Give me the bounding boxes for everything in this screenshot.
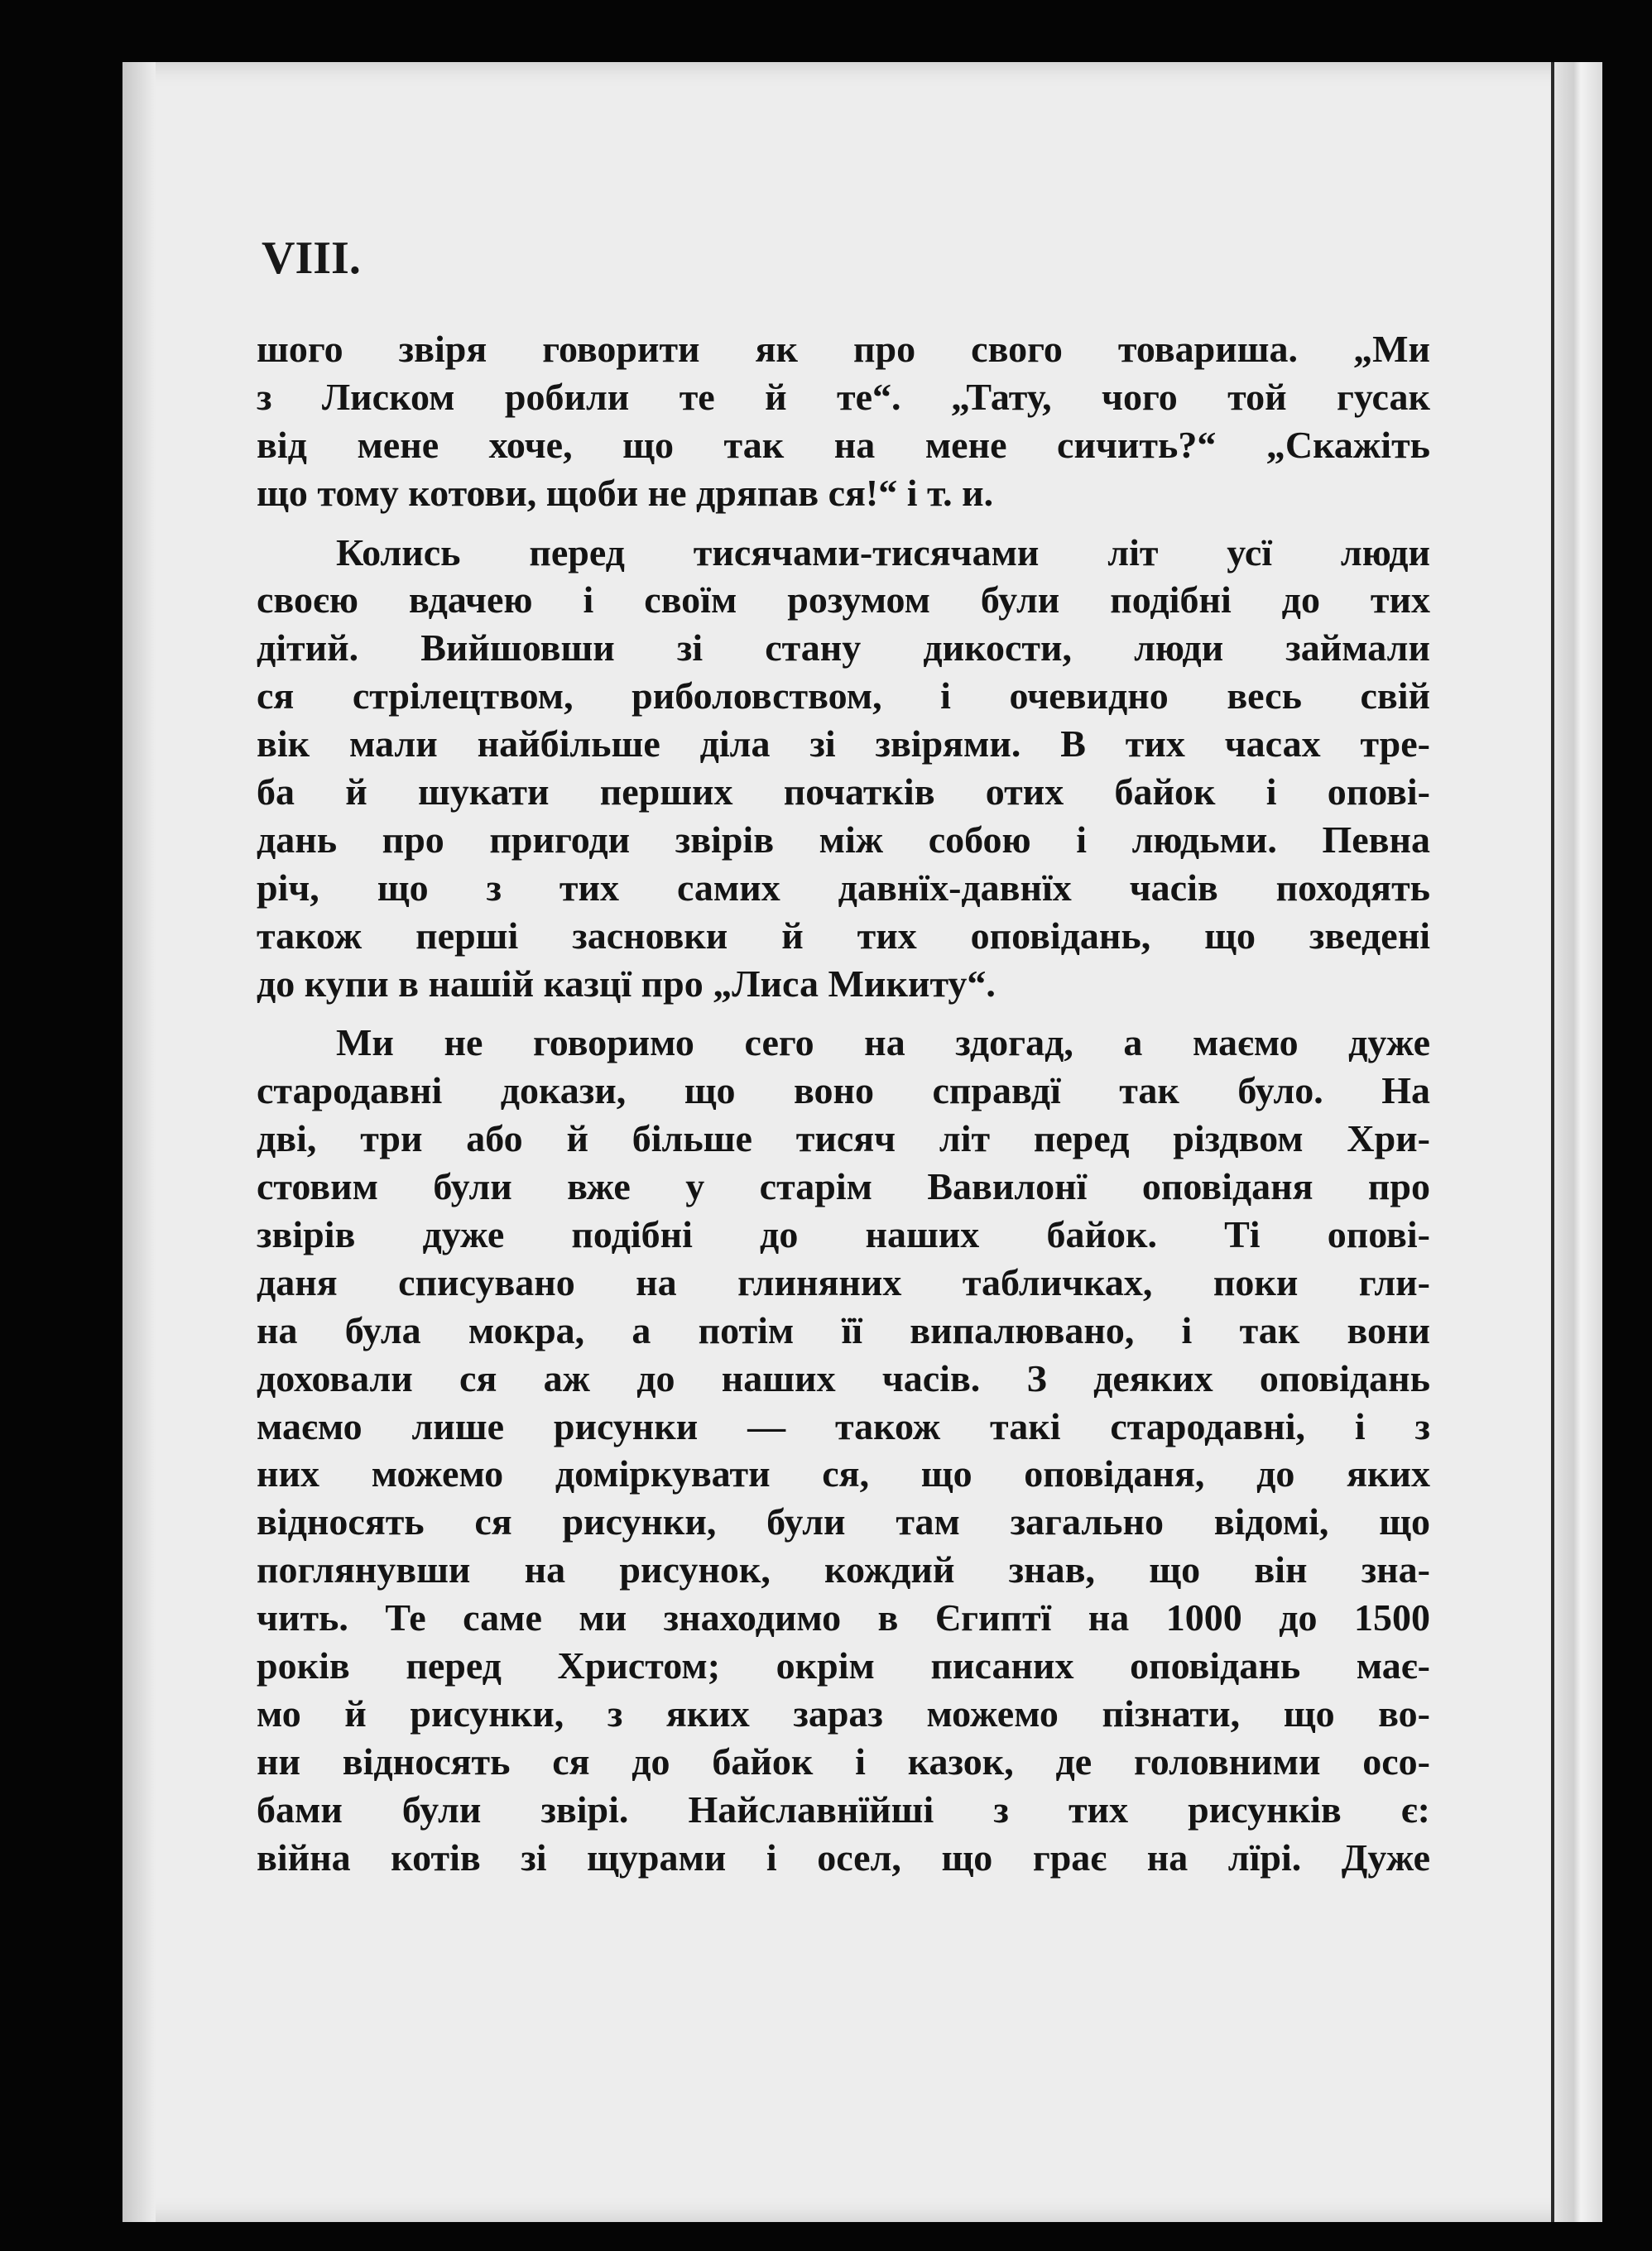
text-line: до купи в нашій казцї про „Лиса Микиту“. <box>257 962 996 1005</box>
spine-shadow <box>122 62 156 2222</box>
text-line: дітий. Вийшовши зі стану дикости, люди займали <box>257 626 1430 670</box>
text-line: стовим були вже у старім Вавилонї оповіданя про <box>257 1165 1430 1208</box>
text-line: стародавні докази, що воно справдї так було. На <box>257 1069 1430 1112</box>
text-line: ба й шукати перших початків отих байок і опові- <box>257 770 1430 814</box>
text-line: мо й рисунки, з яких зараз можемо пізнати, що во- <box>257 1692 1430 1735</box>
text-line: ся стрілецтвом, риболовством, і очевидно весь свій <box>257 674 1430 718</box>
text-line: відносять ся рисунки, були там загально відомі, що <box>257 1500 1430 1543</box>
text-line: шого звіря говорити як про свого товариша. „Ми <box>257 328 1430 370</box>
text-line: що тому котови, щоби не дряпав ся!“ і т. и. <box>257 471 994 514</box>
text-line: з Лиском робили те й те“. „Тату, чого той гусак <box>257 375 1430 418</box>
body-text <box>257 325 1430 1882</box>
text-line: річ, що з тих самих давнїх-давнїх часів походять <box>257 866 1430 909</box>
paragraph-start-line: Ми не говоримо сего на здогад, а маємо дуже <box>336 1021 1430 1064</box>
text-line: вік мали найбільше діла зі звірями. В тих часах тре- <box>257 722 1430 766</box>
facing-page-edge <box>1551 62 1602 2222</box>
text-line: звірів дуже подібні до наших байок. Ті опові- <box>257 1213 1430 1256</box>
text-line: дань про пригоди звірів між собою і людьми. Певна <box>257 818 1430 861</box>
text-line: чить. Те саме ми знаходимо в Єгиптї на 1000 до 1500 <box>257 1596 1430 1639</box>
text-line: маємо лише рисунки — також такі стародавні, і з <box>257 1404 1430 1447</box>
text-line: також перші засновки й тих оповідань, що зведені <box>257 914 1430 957</box>
text-line: на була мокра, а потім її випалювано, і так вони <box>257 1308 1430 1351</box>
page-number: VIII. <box>262 233 361 284</box>
text-line: від мене хоче, що так на мене сичить?“ „Скажіть <box>257 423 1430 466</box>
paragraph-start-line: Колись перед тисячами-тисячами літ усї люди <box>336 530 1430 574</box>
text-line: ни відносять ся до байок і казок, де головними осо- <box>257 1740 1430 1783</box>
text-line: даня списувано на глиняних табличках, поки гли- <box>257 1260 1430 1303</box>
text-line: війна котів зі щурами і осел, що грає на лїрі. Дуже <box>257 1836 1430 1879</box>
text-line: поглянувши на рисунок, кождий знав, що він зна- <box>257 1548 1430 1591</box>
book-page <box>122 62 1602 2222</box>
text-line: них можемо доміркувати ся, що оповіданя, до яких <box>257 1452 1430 1495</box>
text-line: дві, три або й більше тисяч літ перед різдвом Хри- <box>257 1117 1430 1160</box>
text-line: своєю вдачею і своїм розумом були подібні до тих <box>257 578 1430 622</box>
text-line: років перед Христом; окрім писаних оповідань має- <box>257 1644 1430 1687</box>
text-line: бами були звірі. Найславнїйші з тих рисунків є: <box>257 1788 1430 1831</box>
text-line: доховали ся аж до наших часів. З деяких оповідань <box>257 1356 1430 1399</box>
